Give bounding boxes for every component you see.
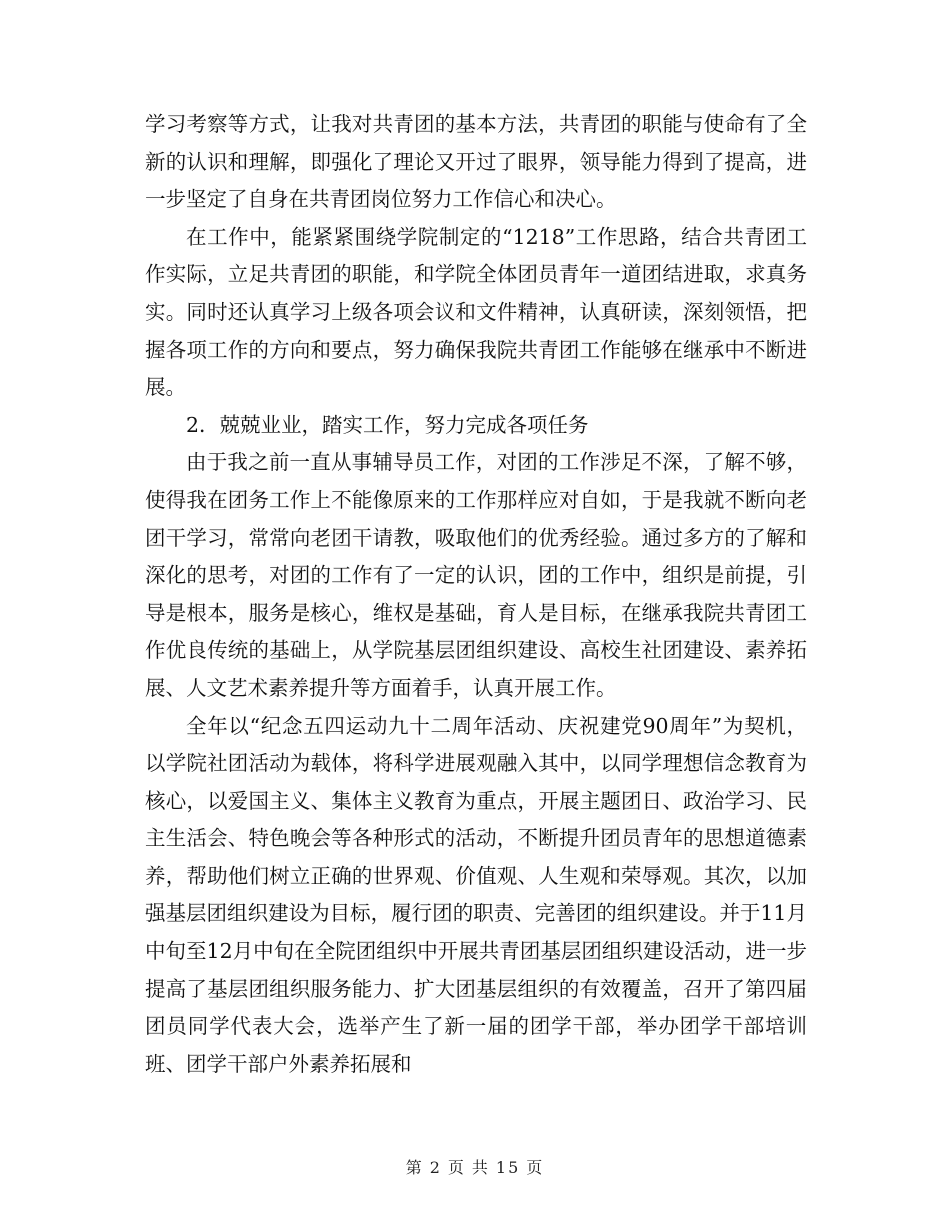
paragraph-continuation: 学习考察等方式，让我对共青团的基本方法，共青团的职能与使命有了全新的认识和理解，即强化了理论又开过了眼界，领导能力得到了提高，进一步坚定了自身在共青团岗位努力工作信心和决心。 [145,112,807,212]
footer-total-unit: 页 [526,1158,545,1177]
footer-page-unit: 页 [447,1158,466,1177]
document-body [145,106,807,1083]
paragraph-annual-activities: 全年以“纪念五四运动九十二周年活动、庆祝建党90周年”为契机，以学院社团活动为载体，将科学进展观融入其中，以同学理想信念教育为核心，以爱国主义、集体主义教育为重点，开展主题团日、政治学习、民主生活会、特色晚会等各种形式的活动，不断提升团员青年的思想道德素养，帮助他们树立正确的世界观、价值观、人生观和荣辱观。其次，以加强基层团组织建设为目标，履行团的职责、完善团的组织建设。并于11月中旬至12月中旬在全院团组织中开展共青团基层团组织建设活动，进一步提高了基层团组织服务能力、扩大团基层组织的有效覆盖，召开了第四届团员同学代表大会，选举产生了新一届的团学干部，举办团学干部培训班、团学干部户外素养拓展和 [145,713,807,1076]
section-heading: 2．兢兢业业，踏实工作，努力完成各项任务 [186,412,589,437]
footer-prefix: 第 [405,1158,424,1177]
footer-current-page: 2 [429,1158,442,1177]
page-footer [0,1155,950,1178]
paragraph-work-approach: 在工作中，能紧紧围绕学院制定的“1218”工作思路，结合共青团工作实际，立足共青团的职能，和学院全体团员青年一道团结进取，求真务实。同时还认真学习上级各项会议和文件精神，认真研读，深刻领悟，把握各项工作的方向和要点，努力确保我院共青团工作能够在继承中不断进展。 [145,224,807,400]
footer-total-pages: 15 [495,1158,521,1177]
footer-total-prefix: 共 [471,1158,490,1177]
paragraph-learning: 由于我之前一直从事辅导员工作，对团的工作涉足不深，了解不够，使得我在团务工作上不能像原来的工作那样应对自如，于是我就不断向老团干学习，常常向老团干请教，吸取他们的优秀经验。通过多方的了解和深化的思考，对团的工作有了一定的认识，团的工作中，组织是前提，引导是根本，服务是核心，维权是基础，育人是目标，在继承我院共青团工作优良传统的基础上，从学院基层团组织建设、高校生社团建设、素养拓展、人文艺术素养提升等方面着手，认真开展工作。 [145,450,807,700]
